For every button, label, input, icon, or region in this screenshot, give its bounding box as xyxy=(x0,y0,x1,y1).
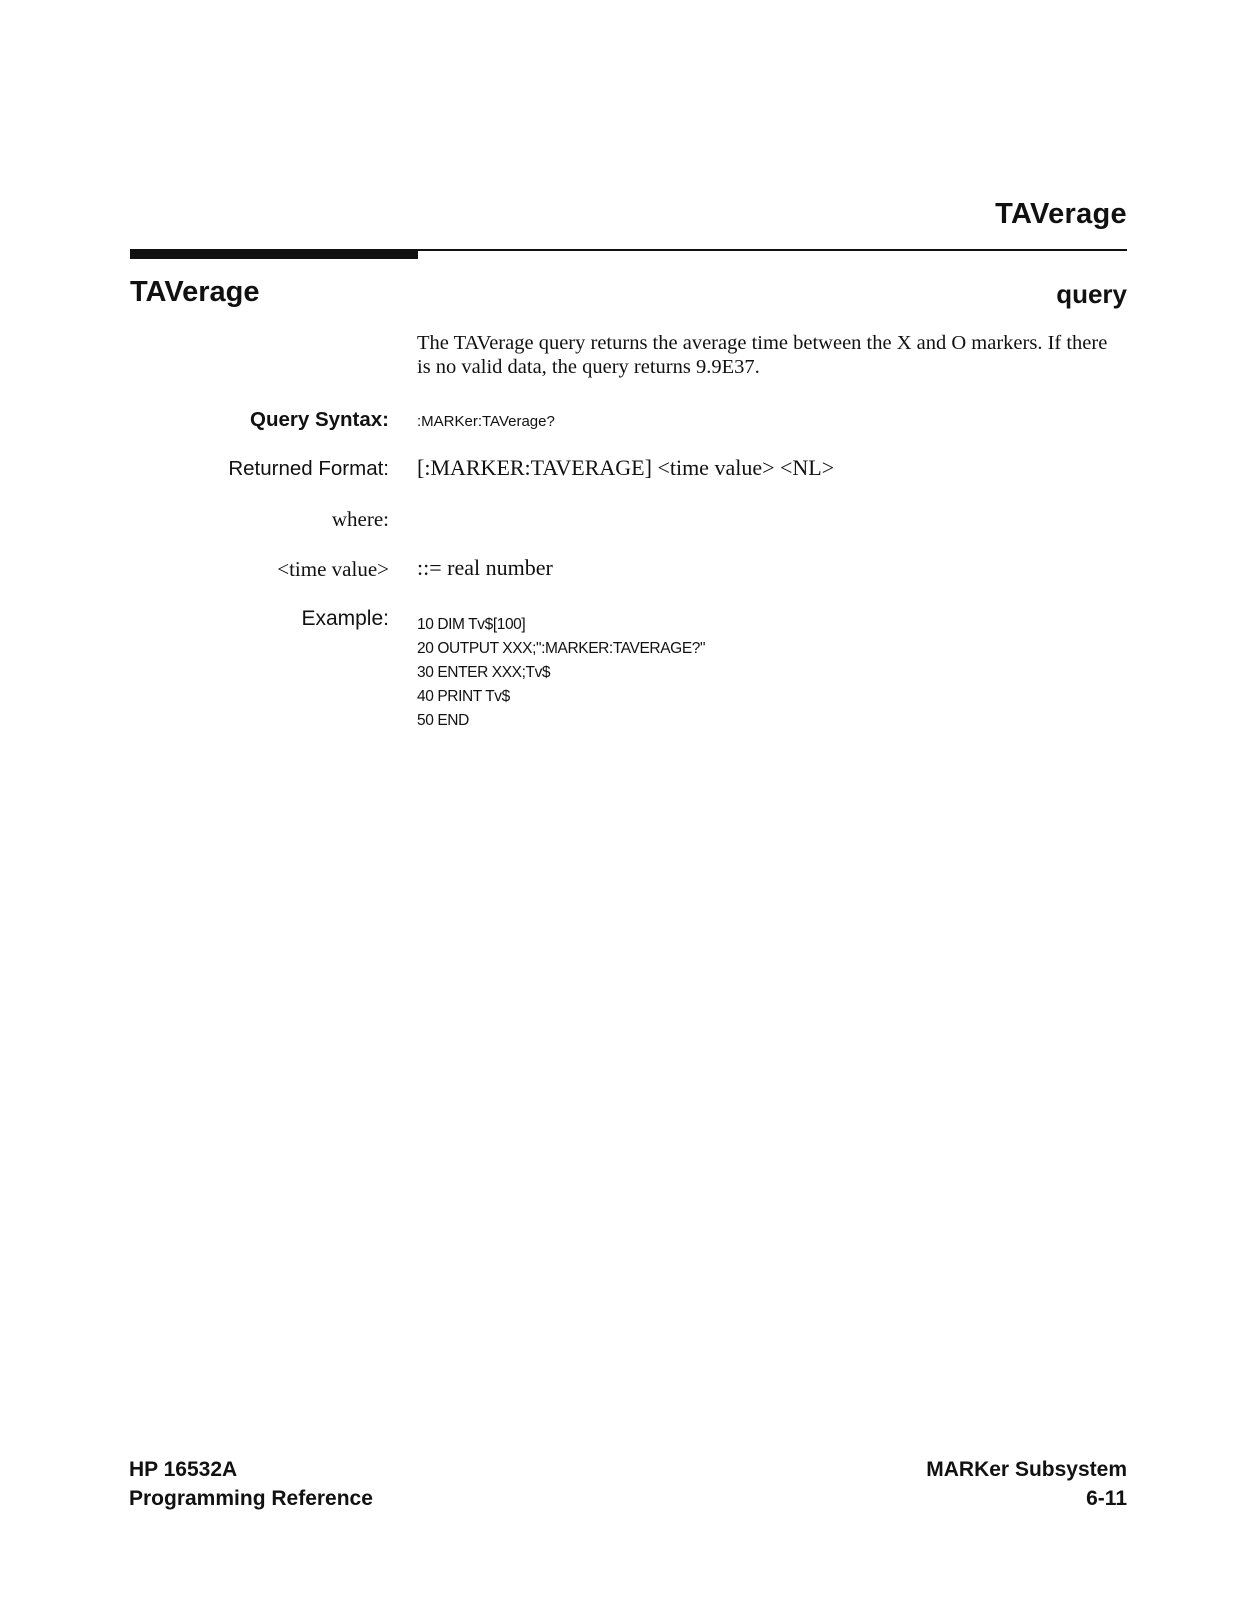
header-rule-thin xyxy=(130,249,1127,251)
example-code-line: 10 DIM Tv$[100] xyxy=(417,616,526,633)
returned-format-label: Returned Format: xyxy=(228,457,389,480)
example-label: Example: xyxy=(301,607,389,630)
query-syntax-label: Query Syntax: xyxy=(250,408,389,431)
footer-right xyxy=(926,1455,1127,1513)
time-value-label: <time value> xyxy=(277,557,389,581)
where-label: where: xyxy=(331,507,389,531)
example-code-line: 40 PRINT Tv$ xyxy=(417,688,510,705)
query-syntax-value: :MARKer:TAVerage? xyxy=(417,413,555,430)
footer-left xyxy=(129,1455,373,1513)
example-code-line: 50 END xyxy=(417,712,469,729)
description-paragraph: The TAVerage query returns the average time between the X and O markers. If there is no valid data, the query returns 9.9E37. xyxy=(417,332,1108,378)
example-code-line: 30 ENTER XXX;Tv$ xyxy=(417,664,551,681)
section-kind: query xyxy=(1056,279,1127,309)
returned-format-value: [:MARKER:TAVERAGE] <time value> <NL> xyxy=(417,455,835,480)
footer-page-number: 6-11 xyxy=(1086,1487,1127,1510)
footer-product: HP 16532A xyxy=(129,1458,238,1481)
time-value-definition: ::= real number xyxy=(417,555,553,580)
example-code-block xyxy=(417,613,705,733)
example-code-line: 20 OUTPUT XXX;":MARKER:TAVERAGE?" xyxy=(417,640,706,657)
footer-chapter: MARKer Subsystem xyxy=(926,1458,1127,1481)
footer-manual: Programming Reference xyxy=(129,1487,373,1510)
running-header-title: TAVerage xyxy=(995,198,1127,230)
section-title: TAVerage xyxy=(130,276,260,308)
